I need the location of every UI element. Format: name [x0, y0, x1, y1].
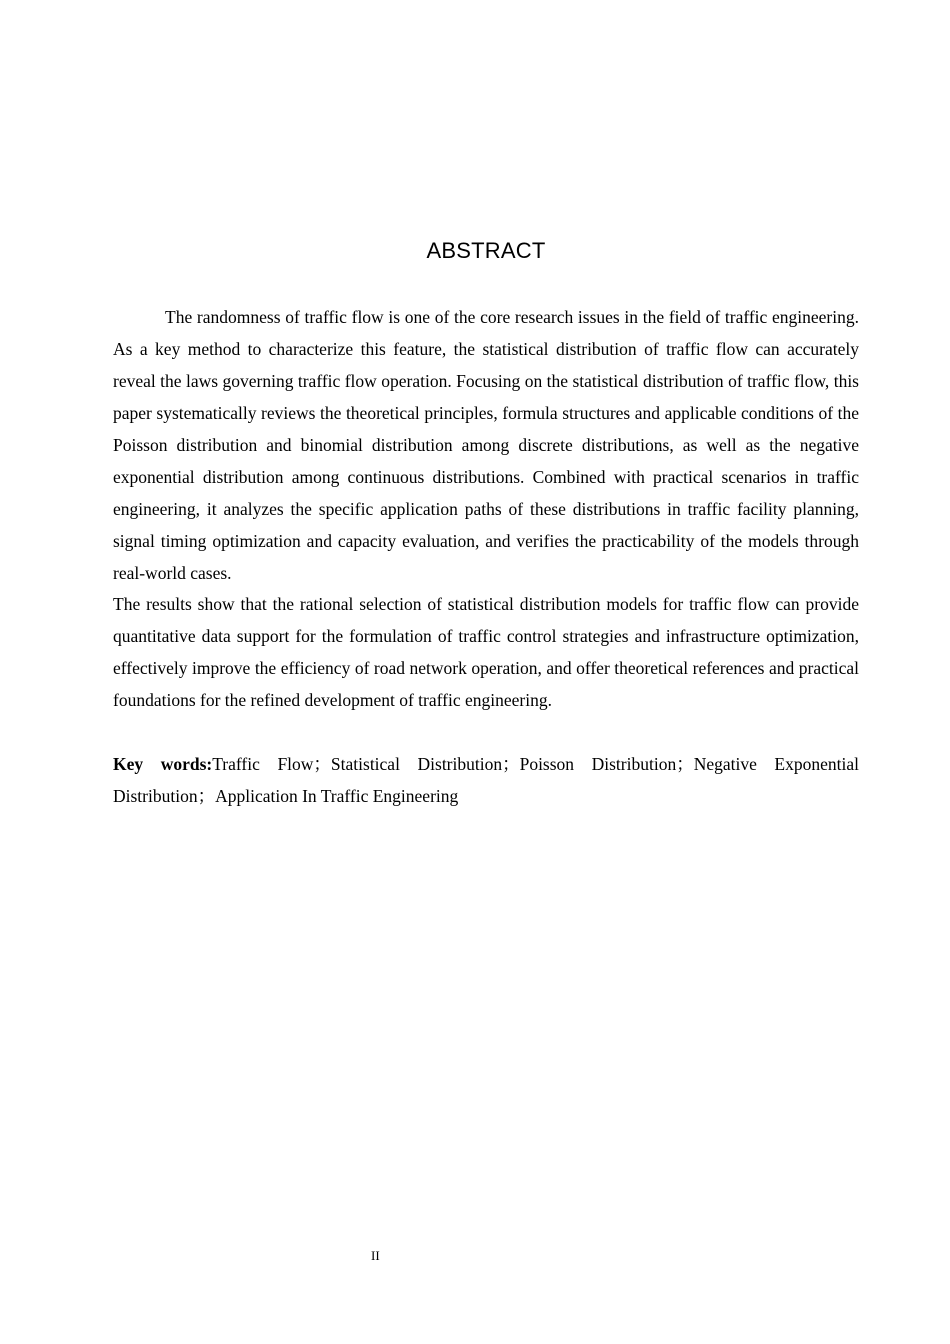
- abstract-paragraph-2: The results show that the rational selection of statistical distribution models for traffic flow can provide quantitative data support for the formulation of traffic control strategies and infrastructure optimization, effectively improve the efficiency of road network operation, and offer theoretical references and practical foundations for the refined development of traffic engineering.: [113, 594, 859, 710]
- abstract-paragraph-1: The randomness of traffic flow is one of the core research issues in the field of traffic engineering. As a key method to characterize this feature, the statistical distribution of traffic flow can accurately reveal the laws governing traffic flow operation. Focusing on the statistical distribution of traffic flow, this paper systematically reviews the theoretical principles, formula structures and applicable conditions of the Poisson distribution and binomial distribution among discrete distributions, as well as the negative exponential distribution among continuous distributions. Combined with practical scenarios in traffic engineering, it analyzes the specific application paths of these distributions in traffic facility planning, signal timing optimization and capacity evaluation, and verifies the practicability of the models through real-world cases.: [113, 307, 859, 583]
- abstract-title: ABSTRACT: [426, 238, 546, 263]
- keywords-text: Traffic Flow；Statistical Distribution；Poisson Distribution；Negative Exponential Distribution；Application In Traffic Engineering: [113, 754, 859, 806]
- keywords-label: Key words:: [113, 754, 213, 774]
- keywords-line: [113, 748, 859, 812]
- page-number: II: [371, 1248, 380, 1263]
